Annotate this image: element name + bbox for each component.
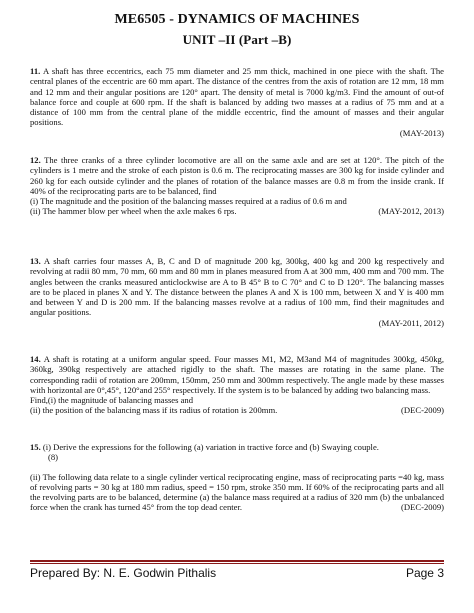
question-body: A shaft has three eccentrics, each 75 mm diameter and 25 mm thick, machined in one piece with the shaft. The central planes of the eccentric are 60 mm apart. The distance of the centres from the axis of rotation are 12 mm, 18 mm and 12 mm and their angular positions are 120° apart. The density of metal is 7000 kg/m3. Find the amount of out-of balance force and couple at 600 rpm. If the shaft is balanced by adding two masses at a radius of 75 mm and at a distance of 100 mm from the central plane of the middle eccentric, find the amount of masses and their angular positions. bbox=[30, 66, 444, 128]
question-12 bbox=[30, 155, 444, 217]
question-14-text bbox=[30, 354, 444, 395]
question-13-text bbox=[30, 256, 444, 318]
question-number: 12. bbox=[30, 155, 41, 165]
unit-subtitle: UNIT –II (Part –B) bbox=[182, 32, 292, 47]
page-title: ME6505 - DYNAMICS OF MACHINES bbox=[114, 12, 360, 27]
exam-reference: (DEC-2009) bbox=[401, 405, 444, 416]
question-number: 14. bbox=[30, 354, 41, 364]
question-marks: (8) bbox=[48, 452, 59, 463]
question-part-i: (i) The magnitude and the position of the balancing masses required at a radius of 0.6 m and bbox=[30, 196, 347, 207]
footer-divider-thin bbox=[30, 563, 444, 564]
question-15-part-i bbox=[30, 442, 444, 452]
question-body: (i) Derive the expressions for the following (a) variation in tractive force and (b) Swaying couple. bbox=[42, 442, 379, 452]
question-11 bbox=[30, 66, 444, 138]
question-12-text bbox=[30, 155, 444, 196]
question-13 bbox=[30, 256, 444, 328]
page-number: Page 3 bbox=[405, 566, 444, 580]
question-number: 11. bbox=[30, 66, 41, 76]
question-number: 13. bbox=[30, 256, 41, 266]
question-number: 15. bbox=[30, 442, 41, 452]
prepared-by: Prepared By: N. E. Godwin Pithalis bbox=[30, 566, 217, 580]
question-11-text bbox=[30, 66, 444, 128]
question-part-ii: (ii) the position of the balancing mass if its radius of rotation is 200mm. bbox=[30, 405, 278, 416]
exam-reference: (MAY-2013) bbox=[399, 127, 444, 138]
question-part-ii-row bbox=[30, 206, 444, 216]
question-14 bbox=[30, 354, 444, 416]
question-15-part-ii: (ii) The following data relate to a single cylinder vertical reciprocating engine, mass of reciprocating parts =40 kg, mass of revolving parts = 30 kg at 180 mm radius, speed = 150 rpm, stroke 350 mm. If 60% of the reciprocating parts and all the revolving parts are to be balanced, determine (a) the balance mass required at a radius of 320 mm (b) the unbalanced force when the crank has turned 45° from the top dead center. bbox=[30, 471, 444, 513]
footer-divider bbox=[30, 560, 444, 562]
question-body: A shaft is rotating at a uniform angular speed. Four masses M1, M2, M3and M4 of magnitudes 300kg, 450kg, 360kg, 390kg respectively are attached rigidly to the shaft. The masses are rotating in the same plane. The corresponding radii of rotation are 200mm, 150mm, 250 mm and 300mm respectively. The angle made by these masses with horizontal are 0°,45°, 120°and 255° respectively. If the system is to be balanced by adding two balancing mass. bbox=[30, 354, 444, 395]
exam-reference: (MAY-2011, 2012) bbox=[378, 317, 444, 328]
question-part-ii: (ii) The hammer blow per wheel when the axle makes 6 rps. bbox=[30, 206, 237, 217]
question-15 bbox=[30, 442, 444, 513]
question-part-ii-row bbox=[30, 405, 444, 415]
question-body: The three cranks of a three cylinder locomotive are all on the same axle and are set at 120°. The pitch of the cylinders is 1 metre and the stroke of each piston is 0.6 m. The reciprocating masses are 300 kg for inside cylinder and 260 kg for each outside cylinder and the planes of rotation of the balance masses are 0.8 m from the inside crank. If 40% of the reciprocating parts are to be balanced, find bbox=[30, 155, 445, 196]
exam-reference: (MAY-2012, 2013) bbox=[378, 206, 444, 217]
question-body: A shaft carries four masses A, B, C and D of magnitude 200 kg, 300kg, 400 kg and 200 kg respectively and revolving at radii 80 mm, 70 mm, 60 mm and 80 mm in planes measured from A at 300 mm, 400 mm and 700 mm. The angles between the cranks measured anticlockwise are A to B 45° B to C 70° and C to D 120°. The balancing masses are to be placed in planes X and Y. The distance between the planes A and X is 100 mm, between X and Y is 400 mm and between Y and D is 200 mm. If the balancing masses revolve at a radius of 100 mm, find their magnitudes and angular positions. bbox=[30, 256, 444, 318]
exam-reference: (DEC-2009) bbox=[401, 502, 444, 513]
question-find: Find,(i) the magnitude of balancing masses and bbox=[30, 395, 194, 406]
page-footer bbox=[30, 566, 444, 580]
